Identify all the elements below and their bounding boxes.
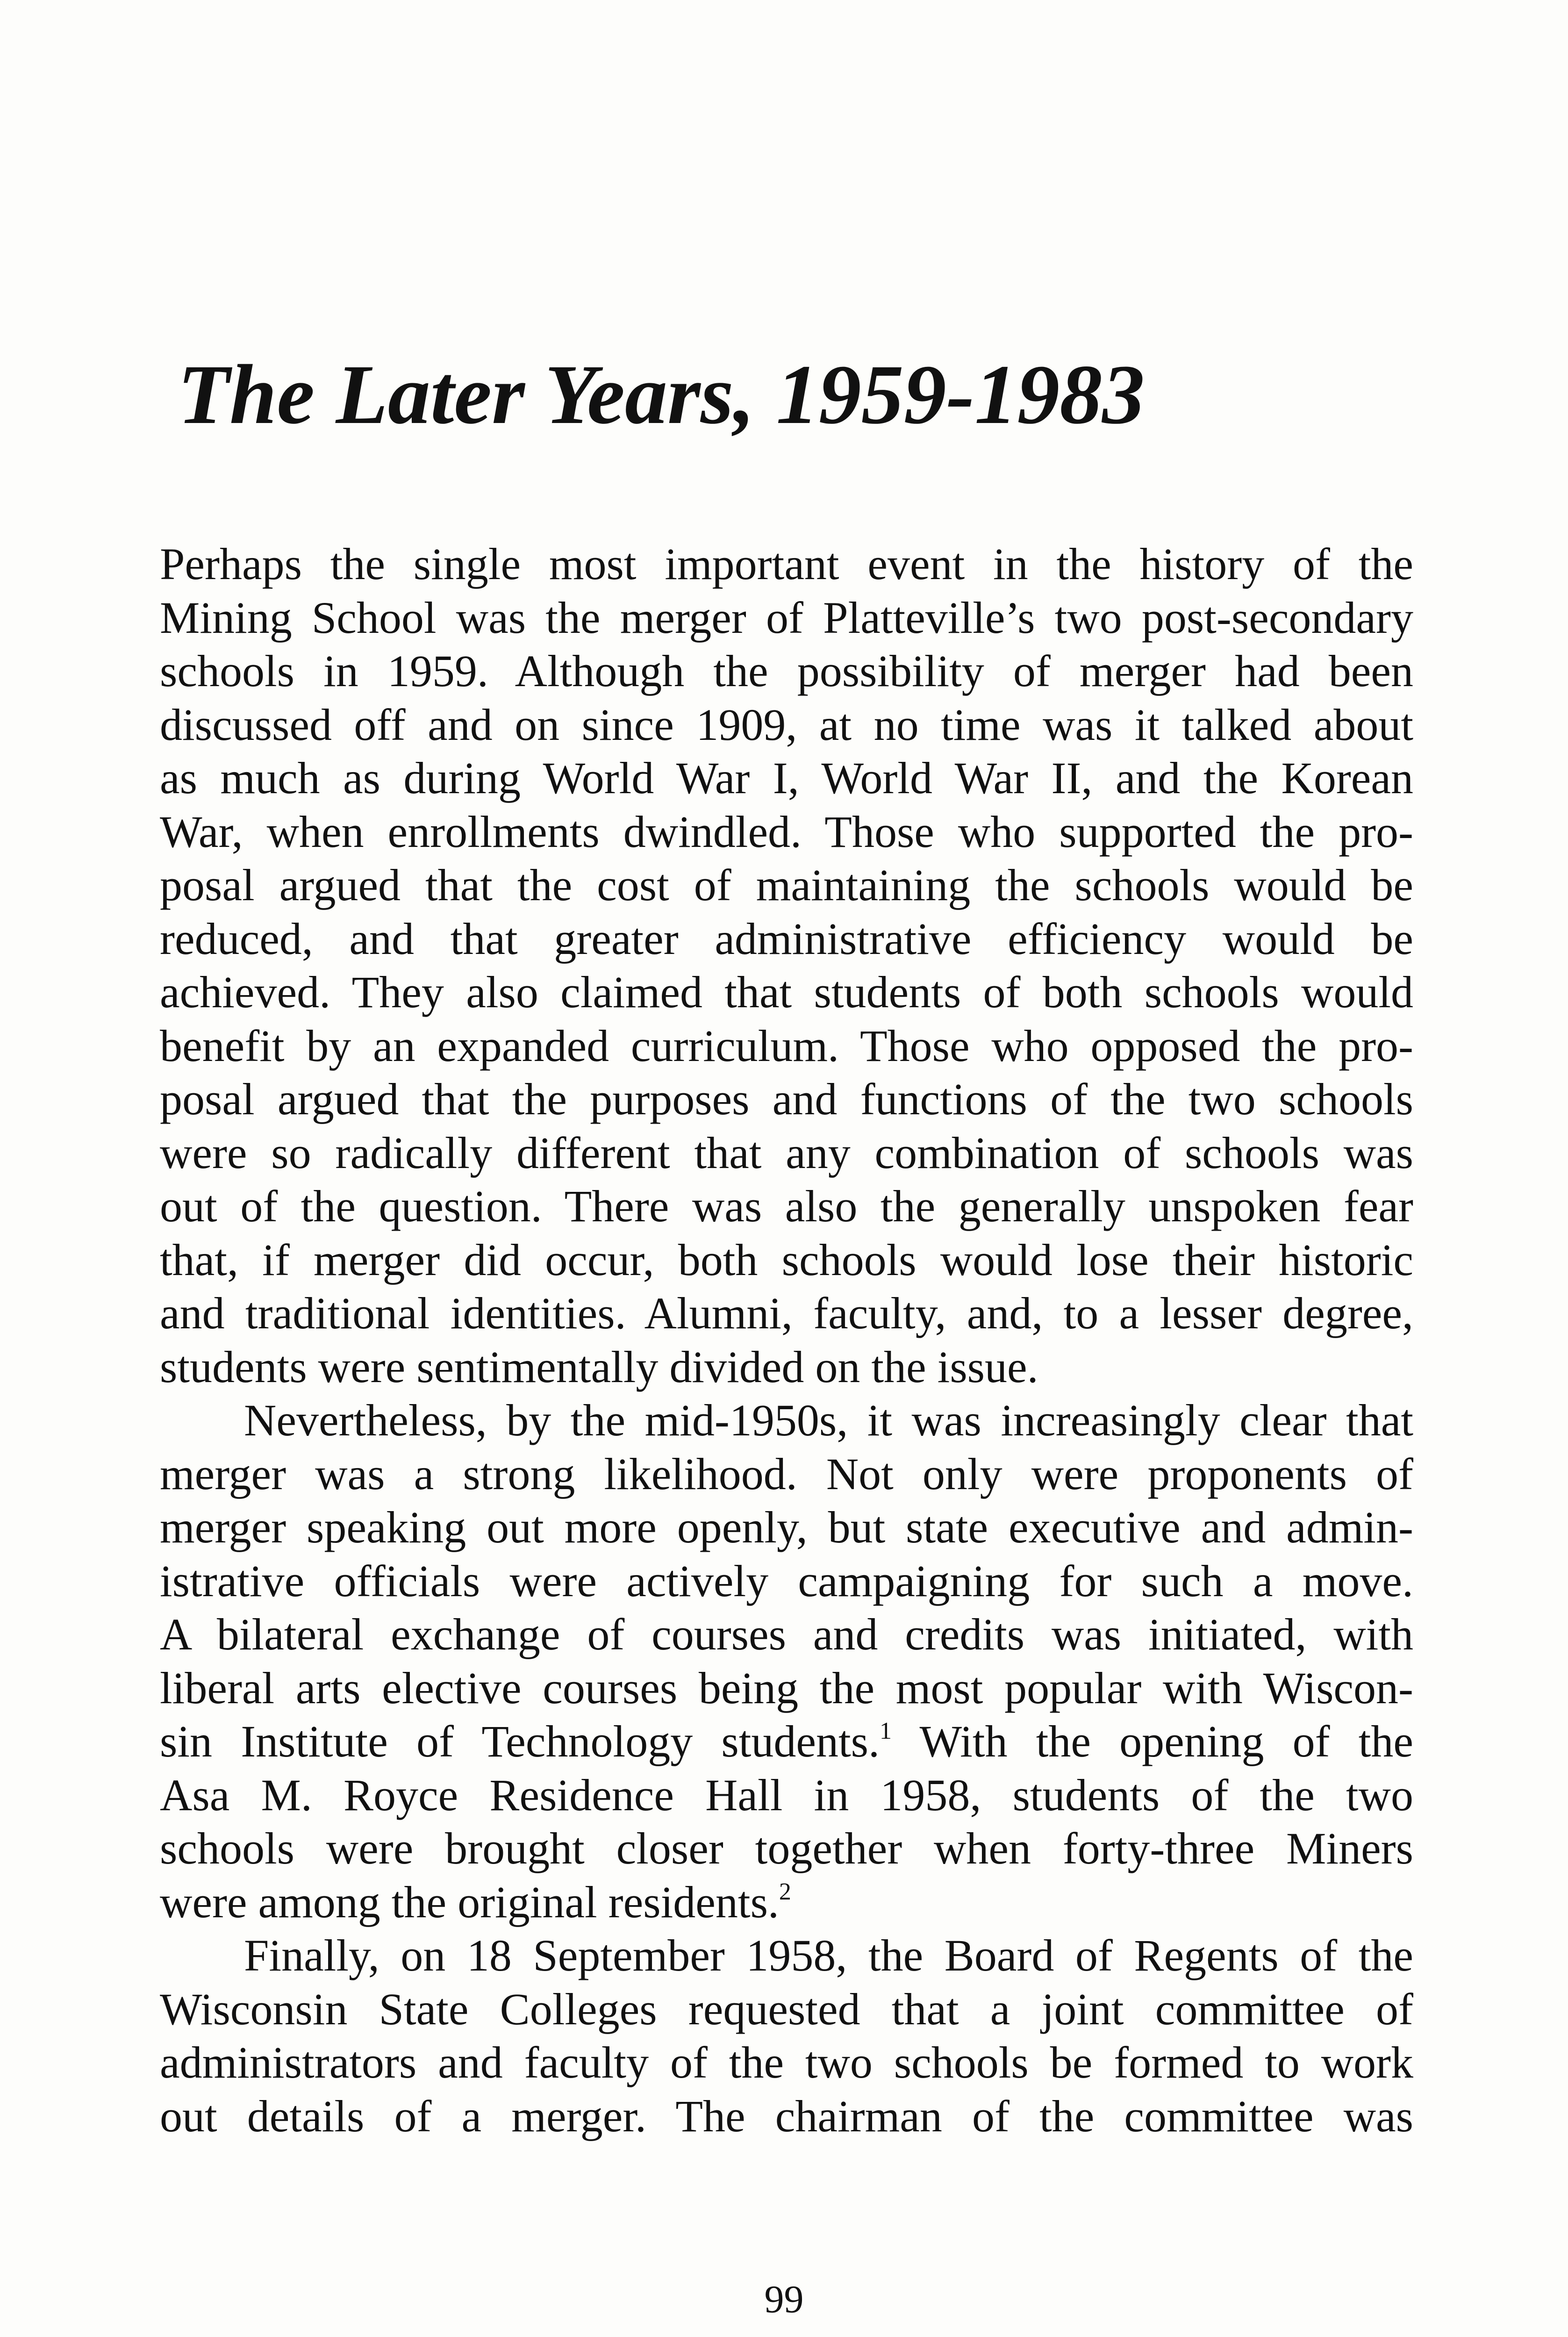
text-line: schools were brought closer together when forty-three Miners [160,1823,1413,1873]
text-line: schools in 1959. Although the possibility of merger had been [160,646,1413,696]
chapter-title: The Later Years, 1959-1983 [178,348,1145,442]
text-line: as much as during World War I, World War II, and the Korean [160,753,1413,803]
text-line-with-footnote [160,1876,1413,1929]
text-line: merger was a strong likelihood. Not only were proponents of [160,1448,1413,1499]
text-line: posal argued that the purposes and functions of the two schools [160,1074,1413,1124]
text-fragment: With the opening of the [892,1716,1414,1766]
text-line: out of the question. There was also the generally unspoken fear [160,1181,1413,1231]
body-text [160,538,1413,2143]
text-line: that, if merger did occur, both schools would lose their historic [160,1234,1413,1285]
page-number: 99 [764,2278,804,2321]
footnote-marker: 1 [880,1718,892,1744]
text-line: out details of a merger. The chairman of the committee was [160,2091,1413,2141]
text-line: Asa M. Royce Residence Hall in 1958, students of the two [160,1770,1413,1820]
text-line: discussed off and on since 1909, at no time was it talked about [160,699,1413,750]
text-line: A bilateral exchange of courses and credits was initiated, with [160,1609,1413,1659]
text-line: Nevertheless, by the mid-1950s, it was increasingly clear that [244,1395,1413,1445]
text-fragment: were among the original residents. [160,1877,779,1927]
text-line: istrative officials were actively campaigning for such a move. [160,1556,1413,1606]
text-line: War, when enrollments dwindled. Those who supported the pro- [160,806,1413,857]
text-line: administrators and faculty of the two schools be formed to work [160,2037,1413,2087]
text-fragment: sin Institute of Technology students. [160,1716,880,1766]
text-line: and traditional identities. Alumni, faculty, and, to a lesser degree, [160,1288,1413,1338]
text-line: reduced, and that greater administrative efficiency would be [160,913,1413,964]
text-line: were so radically different that any combination of schools was [160,1127,1413,1178]
text-line-with-footnote [160,1715,1413,1769]
text-line: benefit by an expanded curriculum. Those who opposed the pro- [160,1020,1413,1071]
footnote-marker: 2 [779,1878,791,1905]
text-line: posal argued that the cost of maintaining the schools would be [160,860,1413,910]
text-line: Finally, on 18 September 1958, the Board of Regents of the [244,1930,1413,1980]
text-line: students were sentimentally divided on the issue. [160,1341,1038,1392]
text-line: Perhaps the single most important event in the history of the [160,539,1413,589]
text-line: Mining School was the merger of Platteville’s two post-secondary [160,592,1413,643]
text-line: achieved. They also claimed that students of both schools would [160,967,1413,1017]
text-line: liberal arts elective courses being the most popular with Wiscon- [160,1663,1413,1713]
text-line: merger speaking out more openly, but state executive and admin- [160,1502,1413,1552]
text-line: Wisconsin State Colleges requested that a joint committee of [160,1984,1413,2034]
